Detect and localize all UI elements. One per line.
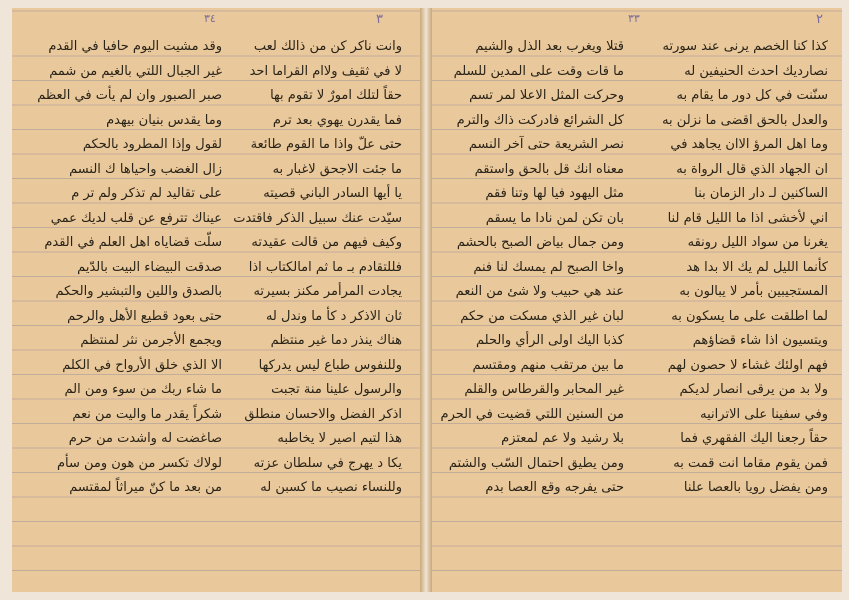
verse-line: سيّدت عنك سبيل الذكر فاقتدت [233,210,402,226]
verse-line: معناه انك قل بالحق واستقم [474,161,624,177]
left-page-number: ٣٤ [204,12,216,25]
verse-line: لبان غير الذي مسكت من حكم [460,308,624,324]
verse-line: يجادت المرأمر مكنز بسيرته [253,284,402,299]
verse-line: غير الجبال اللتي بالغيم من شمم [49,63,222,79]
verse-line: عند هي حبيب ولا شئ من النعم [455,284,624,299]
verse-line: وما يقدس بنيان بيهدم [106,112,222,128]
verse-line: وكيف فيهم من قالت عقيدته [251,235,402,250]
verse-line: يغرنا من سواد الليل رونقه [687,235,828,250]
verse-line: والعدل بالحق اقضى ما نزلن به [662,112,828,128]
verse-line: وفي سفينا على الاترانيه [700,406,828,422]
verse-line: كل الشرائع فادركت ذاك والترم [456,112,624,128]
verse-line: ولا بد من يرقى انصار لديكم [679,382,828,397]
verse-line: لا في ثقيف ولاام القراما احد [249,63,402,79]
verse-line: حتى بعود قطيع الأهل والرحم [67,308,222,324]
verse-line: حقاً رجعنا اليك الفقهري فما [680,431,828,446]
verse-line: صاغضت له واشدت من حرم [68,431,222,446]
verse-line: وحركت المثل الاعلا لمر تسم [469,88,624,103]
verse-line: زال الغضب واحياها ك النسم [69,161,222,177]
verse-line: فهم اولئك غشاء لا حصون لهم [667,357,828,373]
verse-line: صبر الصبور وان لم يأت في العظم [37,88,222,103]
verse-line: بلا رشيد ولا عم لمعتزم [501,431,624,446]
verse-line: وقد مشيت اليوم حافيا في القدم [48,39,222,54]
verse-line: سنّنت في كل دور ما يقام به [676,88,828,103]
verse-line: الا الذي خلق الأرواح في الكلم [62,357,222,373]
verse-line: ثان الاذكر د كأ ما وندل له [265,308,402,324]
right-page-number: ٣٣ [628,12,640,25]
left-corner-mark: ٣ [376,12,383,27]
verse-line: ان الجهاد الذي قال الرواة به [676,161,828,177]
verse-line: ويجمع الأجرمن نثر لمنتظم [80,333,222,348]
right-page [432,8,842,592]
left-page-right-column [230,35,402,501]
verse-line: اني لأخشى اذا ما الليل قام لنا [667,210,828,226]
verse-line: نصر الشريعة حتى آخر النسم [468,137,624,152]
verse-line: نصارديك احدث الحنيفين له [684,63,828,79]
verse-line: سلّت قضاياه اهل العلم في القدم [44,235,222,250]
verse-line: والرسول علينا منة تجبت [271,382,402,397]
verse-line: مثل اليهود فيا لها وتنا فقم [485,186,624,201]
verse-line: ما شاء ربك من سوء ومن الم [64,382,222,397]
verse-line: قتلا ويغرب بعد الذل والشيم [475,39,624,54]
verse-line: حتى علّ واذا ما القوم طائعة [250,137,402,152]
verse-line: حتى يفرجه وقع العصا بدم [485,480,624,495]
verse-line: لولاك تكسر من هون ومن سأم [56,455,222,471]
verse-line: فمن يقوم مقاما انت قمت به [673,455,828,471]
verse-line: ما جئت الاجحق لاغبار به [272,161,402,177]
verse-line: صدقت البيضاء البيت بالدّيم [77,259,222,275]
verse-line: لما اطلقت على ما يسكون به [671,308,828,324]
verse-line: كذبا اليك اولى الرأي والحلم [476,333,624,348]
verse-line: شكراً يقدر ما واليت من نعم [72,406,222,422]
verse-line: كأنما الليل لم يك الا بدا هد [686,259,828,275]
verse-line: غير المحابر والقرطاس والقلم [464,382,624,397]
manuscript-spread [12,8,842,592]
verse-line: وانت ناكر كن من ذالك لعب [253,39,402,54]
verse-line: بان تكن لمن نادا ما يسقم [485,210,624,226]
right-corner-mark: ٢ [816,12,823,27]
verse-line: حقاً لتلك امورٌ لا تقوم بها [270,88,402,103]
verse-line: فما يقدرن يهوي بعد ترم [272,112,402,128]
verse-line: عيناك تترفع عن قلب لديك عمي [50,210,222,226]
verse-line: من بعد ما كنّ ميراثاً لمقتسم [69,480,222,495]
verse-line: ما بين مرتقب منهم ومقتسم [472,357,624,373]
verse-line: يا أيها السادر الباني قصيته [263,186,402,201]
book-gutter [420,8,432,592]
verse-line: ومن يفضل رويا بالعصا علنا [683,480,828,495]
verse-line: هناك ينذر دما غير منتظم [270,333,402,348]
verse-line: من السنين اللتي قضيت في الحرم [440,406,624,422]
verse-line: وما اهل المرؤ الاان يجاهد في [670,137,828,152]
verse-line: واخا الصبح لم يمسك لنا فنم [473,259,624,275]
verse-line: اذكر الفضل والاحسان منطلق [244,406,402,422]
verse-line: كذا كنا الخصم يرنى عند سورته [662,39,828,54]
left-page [12,8,421,592]
verse-line: بالصدق واللين والتبشير والحكم [55,284,222,299]
verse-line: على تقاليد لم تذكر ولم تر م [71,186,222,201]
right-page-right-column [632,35,828,501]
verse-line: ويتسيون اذا شاء قضاؤهم [692,333,828,348]
verse-line: المستجيبين بأمر لا يبالون به [679,284,828,299]
verse-line: هذا لتيم اصير لا يخاطبه [277,431,402,446]
verse-line: ومن جمال بياض الصبح بالحشم [456,235,624,250]
verse-line: وللنساء نصيب ما كسبن له [260,480,402,495]
verse-line: الساكنين لـ دار الزمان بنا [694,186,828,201]
left-page-left-column [37,35,222,501]
verse-line: وللنفوس طباع ليس يدركها [258,357,402,373]
verse-line: ما قات وقت على المدين للسلم [453,63,624,79]
verse-line: ومن يطيق احتمال السّب والشتم [448,455,624,471]
verse-line: فللتقادم بـ ما ثم امالكتاب اذا [248,259,402,275]
verse-line: لقول وإذا المطرود بالحكم [82,137,222,152]
verse-line: يكا د يهرج في سلطان عزته [253,455,402,471]
right-page-left-column [440,35,624,501]
